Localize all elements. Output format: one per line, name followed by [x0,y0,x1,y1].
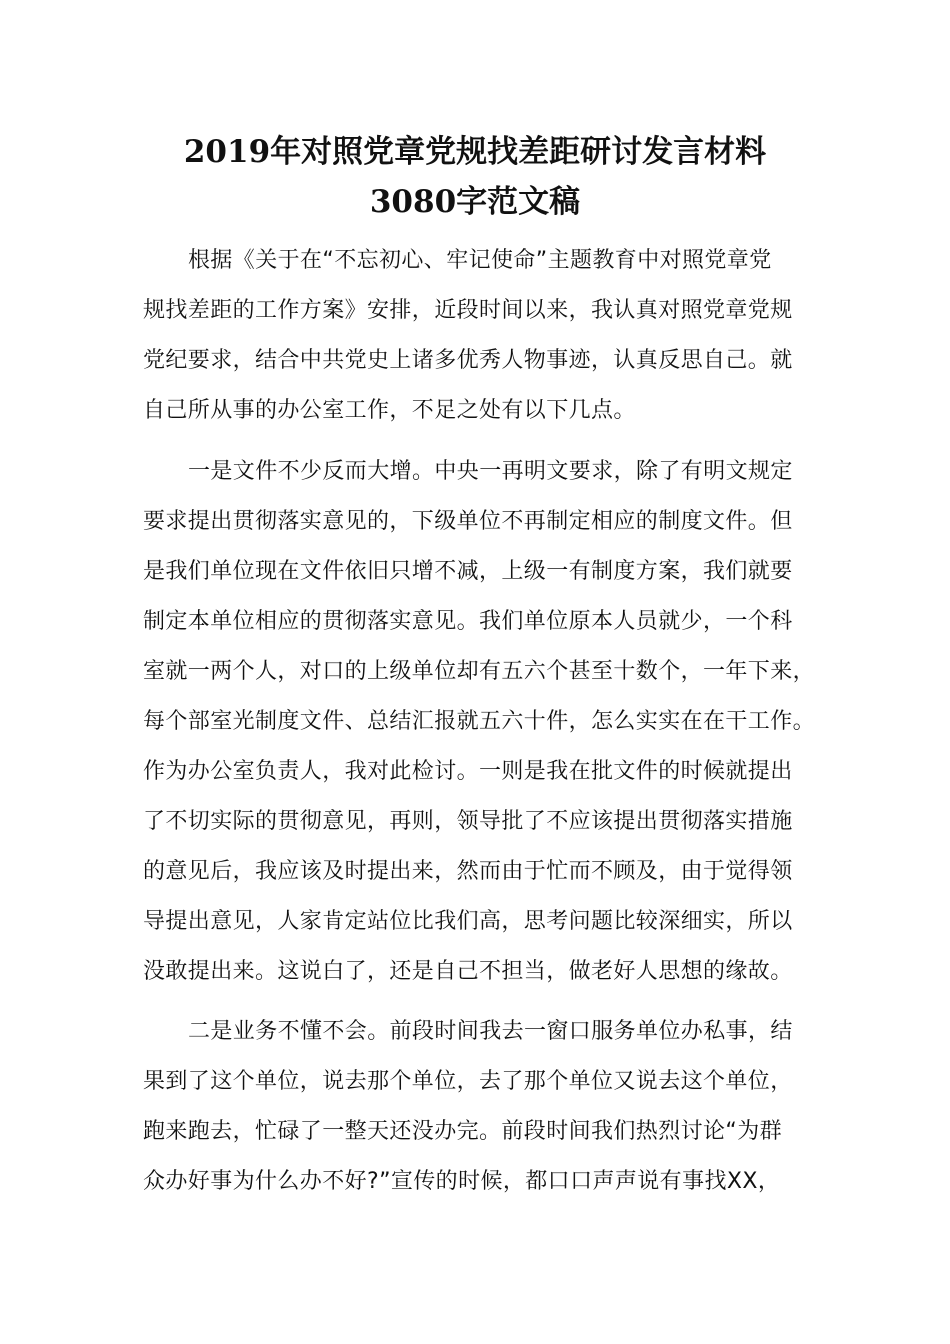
paragraph-line: 规找差距的工作方案》安排，近段时间以来，我认真对照党章党规 [143,298,793,323]
paragraph-line: 根据《关于在“不忘初心、牢记使命”主题教育中对照党章党 [188,248,772,273]
paragraph-line: 要求提出贯彻落实意见的，下级单位不再制定相应的制度文件。但 [143,509,793,534]
paragraph-line: 每个部室光制度文件、总结汇报就五六十件，怎么实实在在干工作。 [143,709,816,734]
paragraph-line: 跑来跑去，忙碌了一整天还没办完。前段时间我们热烈讨论“为群 [143,1119,782,1144]
document-title-line-1: 2019年对照党章党规找差距研讨发言材料 [183,134,767,170]
paragraph-line: 一是文件不少反而大增。中央一再明文要求，除了有明文规定 [188,459,793,484]
paragraph-line: 导提出意见，人家肯定站位比我们高，思考问题比较深细实，所以 [143,909,793,934]
paragraph-line: 没敢提出来。这说白了，还是自己不担当，做老好人思想的缘故。 [143,959,793,984]
paragraph-line: 是我们单位现在文件依旧只增不减，上级一有制度方案，我们就要 [143,559,793,584]
paragraph-line: 室就一两个人，对口的上级单位却有五六个甚至十数个，一年下来， [143,659,816,684]
paragraph-line: 的意见后，我应该及时提出来，然而由于忙而不顾及，由于觉得领 [143,859,793,884]
paragraph-line: 自己所从事的办公室工作，不足之处有以下几点。 [143,398,636,423]
paragraph-line: 二是业务不懂不会。前段时间我去一窗口服务单位办私事，结 [188,1019,793,1044]
paragraph-line: 了不切实际的贯彻意见，再则，领导批了不应该提出贯彻落实措施 [143,809,793,834]
paragraph-line: 果到了这个单位，说去那个单位，去了那个单位又说去这个单位， [143,1069,793,1094]
paragraph-line: 众办好事为什么办不好?”宣传的时候，都口口声声说有事找XX， [143,1169,781,1194]
paragraph-line: 制定本单位相应的贯彻落实意见。我们单位原本人员就少，一个科 [143,609,793,634]
paragraph-line: 作为办公室负责人，我对此检讨。一则是我在批文件的时候就提出 [143,759,793,784]
paragraph-line: 党纪要求，结合中共党史上诸多优秀人物事迹，认真反思自己。就 [143,348,793,373]
document-title-line-2: 3080字范文稿 [369,184,581,220]
